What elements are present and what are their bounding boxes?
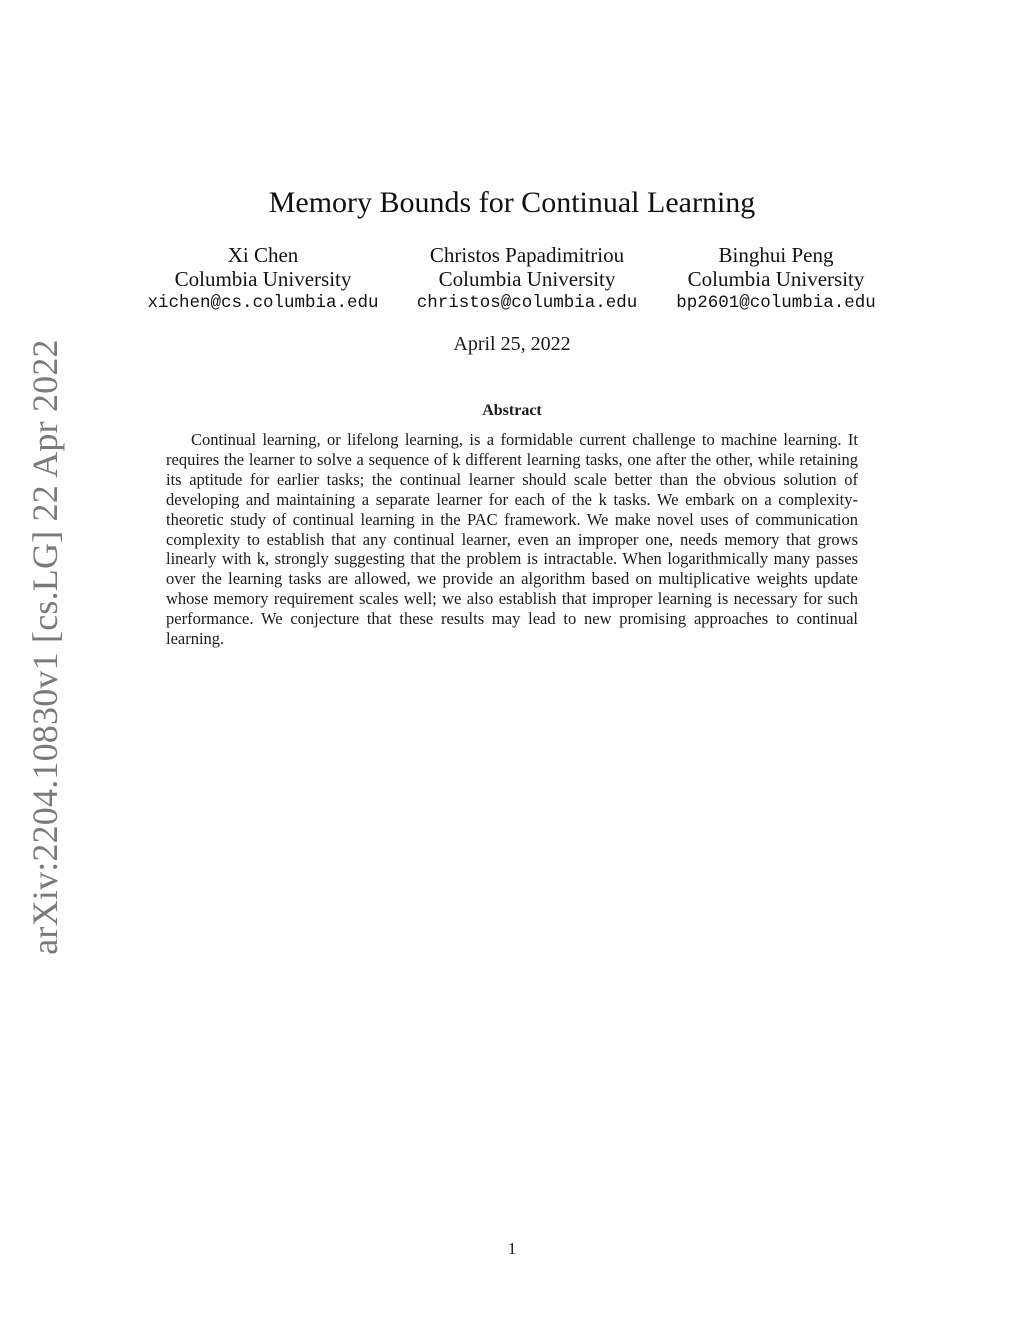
author-block — [413, 243, 641, 315]
author-affiliation: Columbia University — [174, 267, 352, 291]
arxiv-identifier-stamp — [24, 339, 66, 955]
author-block — [672, 243, 880, 315]
author-name: Xi Chen — [227, 243, 299, 267]
author-affiliation: Columbia University — [687, 267, 865, 291]
author-block — [145, 243, 381, 315]
abstract-body: Continual learning, or lifelong learning, is a formidable current challenge to machine learning. It requires the learner to solve a sequence of k different learning tasks, one after the other, while retaining its aptitude for earlier tasks; the continual learner should scale better than the obvious solution of developing and maintaining a separate learner for each of the k tasks. We embark on a complexity-theoretic study of continual learning in the PAC framework. We make novel uses of communication complexity to establish that any continual learner, even an improper one, needs memory that grows linearly with k, strongly suggesting that the problem is intractable. When logarithmically many passes over the learning tasks are allowed, we provide an algorithm based on multiplicative weights update whose memory requirement scales well; we also establish that improper learning is necessary for such performance. We conjecture that these results may lead to new promising approaches to continual learning. — [166, 430, 858, 649]
author-name: Christos Papadimitriou — [429, 243, 625, 267]
author-email: christos@columbia.edu — [416, 293, 638, 313]
author-name: Binghui Peng — [718, 243, 834, 267]
page-number: 1 — [507, 1239, 517, 1258]
arxiv-identifier-text: arXiv:2204.10830v1 [cs.LG] 22 Apr 2022 — [25, 339, 65, 955]
paper-title: Memory Bounds for Continual Learning — [268, 186, 756, 219]
author-email: xichen@cs.columbia.edu — [147, 293, 379, 313]
author-email: bp2601@columbia.edu — [676, 293, 876, 313]
author-affiliation: Columbia University — [438, 267, 616, 291]
abstract-heading: Abstract — [482, 402, 542, 419]
paper-date: April 25, 2022 — [453, 333, 571, 355]
